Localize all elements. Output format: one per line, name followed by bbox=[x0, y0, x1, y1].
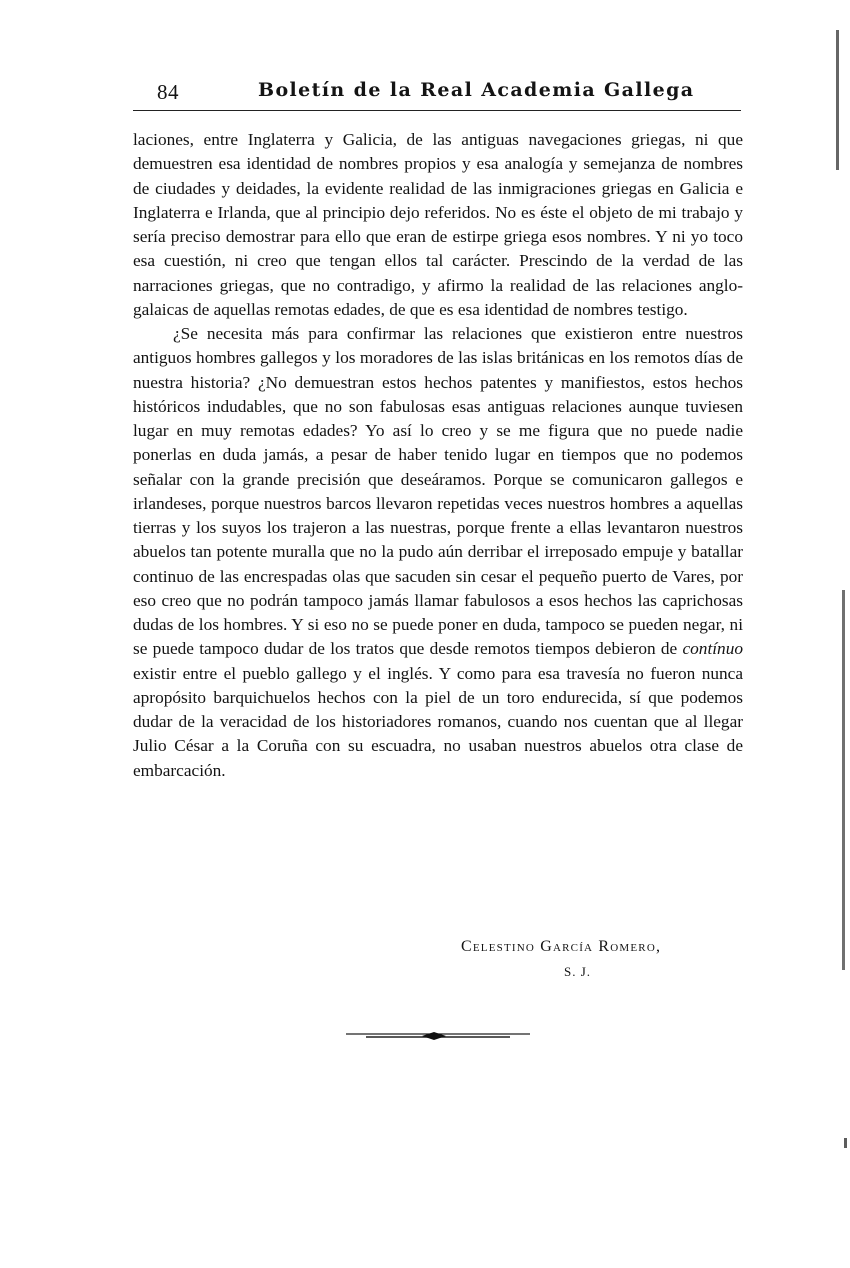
scan-edge-mark-middle bbox=[842, 590, 845, 970]
scan-edge-mark-bottom bbox=[844, 1138, 847, 1148]
page-header bbox=[133, 78, 741, 111]
author-role: S. J. bbox=[564, 964, 592, 979]
paragraph-1: laciones, entre Inglaterra y Galicia, de las antiguas navegaciones griegas, ni que demuestren esa identidad de nombres propios y esa analogía y semejanza de nombres de ciudades y deidades, la evidente realidad de las inmigraciones griegas en Galicia e Inglaterra e Irlanda, que al principio dejo referidos. No es éste el objeto de mi trabajo y sería preciso demostrar para ello que eran de estirpe griega esos nombres. Y ni yo toco esa cuestión, ni creo que tengan ellos tal carácter. Prescindo de la verdad de las narraciones griegas, que no contradigo, y afirmo la realidad de las relaciones anglo-galaicas de aquellas remotas edades, de que es esa identidad de nombres testigo. bbox=[133, 130, 743, 319]
paragraph-2-text-start: ¿Se necesita más para confirmar las relaciones que existieron entre nuestros antiguos hombres gallegos y los moradores de las islas británicas en los remotos días de nuestra historia? ¿No demuestran estos hechos patentes y manifiestos, estos hechos históricos indudables, que no son fabulosas esas antiguas relaciones aunque tuviesen lugar en muy remotas edades? Yo así lo creo y se me figura que no puede nadie ponerlas en duda jamás, a pesar de haber tenido lugar en tiempos que no podemos señalar con la grande precisión que deseáramos. Porque se comunicaron gallegos e irlandeses, porque nuestros barcos llevaron repetidas veces nuestros hombres a aquellas tierras y los suyos los trajeron a las nuestras, porque frente a ellas levantaron nuestros abuelos tan potente muralla que no la pudo aún derribar el irreposado empuje y batallar continuo de las encrespadas olas que sacuden sin cesar el pequeño puerto de Vares, por eso creo que no podrán tampoco jamás llamar fabulosos a esos hechos las caprichosas dudas de los hombres. Y si eso no se puede poner en duda, tampoco se pueden negar, ni se puede tampoco dudar de los tratos que desde remotos tiempos debieron de bbox=[133, 324, 743, 659]
page-number: 84 bbox=[157, 80, 179, 104]
paragraph-2 bbox=[133, 322, 743, 783]
end-ornament-icon bbox=[346, 1028, 530, 1044]
scan-edge-mark-top bbox=[836, 30, 839, 170]
paragraph-2-italic-word: contínuo bbox=[682, 639, 743, 659]
author-signature: Celestino García Romero, bbox=[461, 938, 662, 955]
paragraph-2-text-end: existir entre el pueblo gallego y el inglés. Y como para esa travesía no fueron nunca apropósito barquichuelos hechos con la piel de un toro endurecida, sí que podemos dudar de la veracidad de los historiadores romanos, cuando nos cuentan que al llegar Julio César a la Coruña con su escuadra, no usaban nuestros abuelos otra clase de embarcación. bbox=[133, 663, 743, 780]
running-title: Boletín de la Real Academia Gallega bbox=[258, 79, 695, 101]
article-body bbox=[133, 128, 743, 783]
